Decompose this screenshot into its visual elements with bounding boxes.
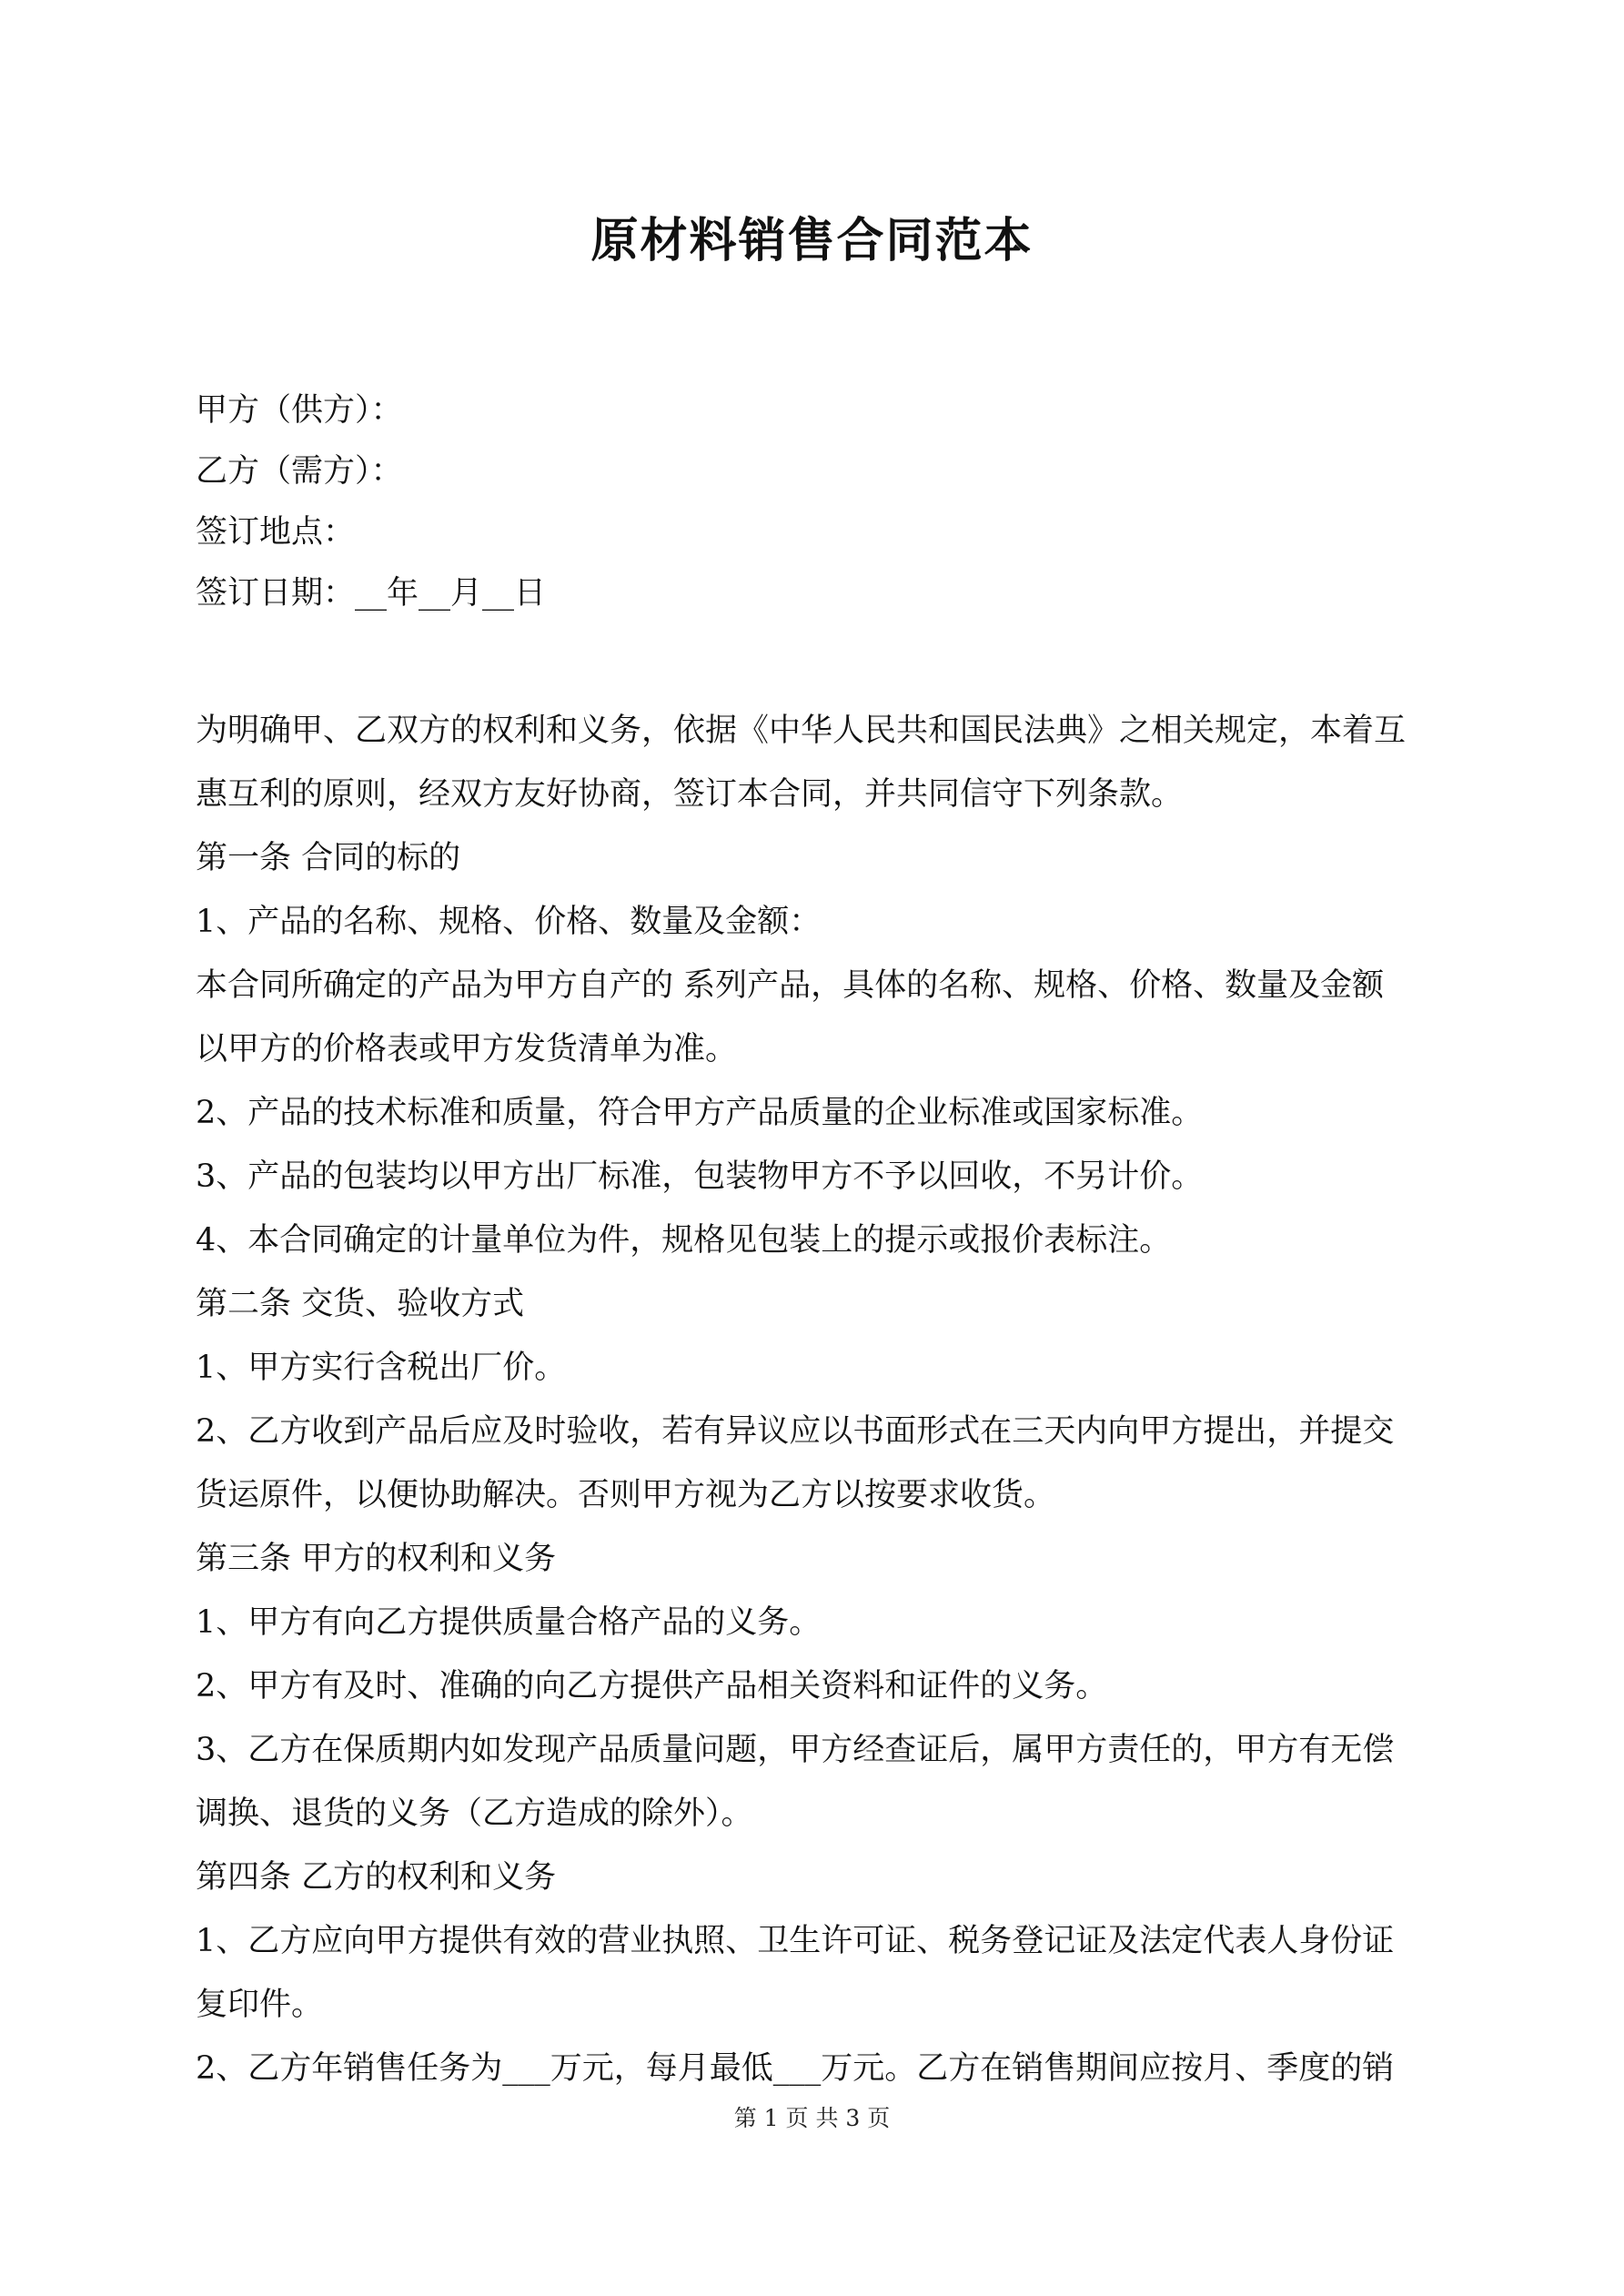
contract-header xyxy=(196,380,1442,624)
body-line: 调换、退货的义务（乙方造成的除外）。 xyxy=(196,1795,753,1832)
body-line: 2、乙方年销售任务为___万元，每月最低___万元。乙方在销售期间应按月、季度的销 xyxy=(196,2050,1395,2087)
body-line: 本合同所确定的产品为甲方自产的 系列产品，具体的名称、规格、价格、数量及金额 xyxy=(196,967,1385,1004)
article-3-heading: 第三条 甲方的权利和义务 xyxy=(196,1541,557,1577)
body-line: 1、乙方应向甲方提供有效的营业执照、卫生许可证、税务登记证及法定代表人身份证 xyxy=(196,1923,1395,1959)
contract-body xyxy=(196,699,1442,2100)
party-b-label: 乙方（需方）： xyxy=(196,453,403,490)
body-line: 2、产品的技术标准和质量，符合甲方产品质量的企业标准或国家标准。 xyxy=(196,1095,1204,1131)
body-line: 货运原件，以便协助解决。否则甲方视为乙方以按要求收货。 xyxy=(196,1477,1056,1513)
article-1-heading: 第一条 合同的标的 xyxy=(196,840,461,876)
signing-date-label: 签订日期：__年__月__日 xyxy=(196,575,547,612)
article-4-heading: 第四条 乙方的权利和义务 xyxy=(196,1859,557,1896)
signing-place-label: 签订地点： xyxy=(196,514,356,551)
document-title: 原材料销售合同范本 xyxy=(590,214,1034,268)
body-line: 惠互利的原则，经双方友好协商，签订本合同，并共同信守下列条款。 xyxy=(196,776,1184,813)
body-line: 3、产品的包装均以甲方出厂标准，包装物甲方不予以回收，不另计价。 xyxy=(196,1158,1204,1195)
body-line: 2、乙方收到产品后应及时验收，若有异议应以书面形式在三天内向甲方提出，并提交 xyxy=(196,1413,1395,1450)
body-line: 4、本合同确定的计量单位为件，规格见包装上的提示或报价表标注。 xyxy=(196,1222,1172,1259)
body-line: 复印件。 xyxy=(196,1987,324,2023)
body-line: 以甲方的价格表或甲方发货清单为准。 xyxy=(196,1031,738,1067)
body-line: 2、甲方有及时、准确的向乙方提供产品相关资料和证件的义务。 xyxy=(196,1668,1108,1704)
page-number-footer: 第 1 页 共 3 页 xyxy=(733,2105,891,2131)
body-line: 1、甲方实行含税出厂价。 xyxy=(196,1350,567,1386)
body-line: 为明确甲、乙双方的权利和义务，依据《中华人民共和国民法典》之相关规定，本着互 xyxy=(196,713,1407,749)
body-line: 1、产品的名称、规格、价格、数量及金额： xyxy=(196,904,822,940)
body-line: 3、乙方在保质期内如发现产品质量问题，甲方经查证后，属甲方责任的，甲方有无偿 xyxy=(196,1732,1395,1768)
article-2-heading: 第二条 交货、验收方式 xyxy=(196,1286,525,1322)
body-line: 1、甲方有向乙方提供质量合格产品的义务。 xyxy=(196,1604,822,1641)
party-a-label: 甲方（供方）： xyxy=(196,392,403,429)
